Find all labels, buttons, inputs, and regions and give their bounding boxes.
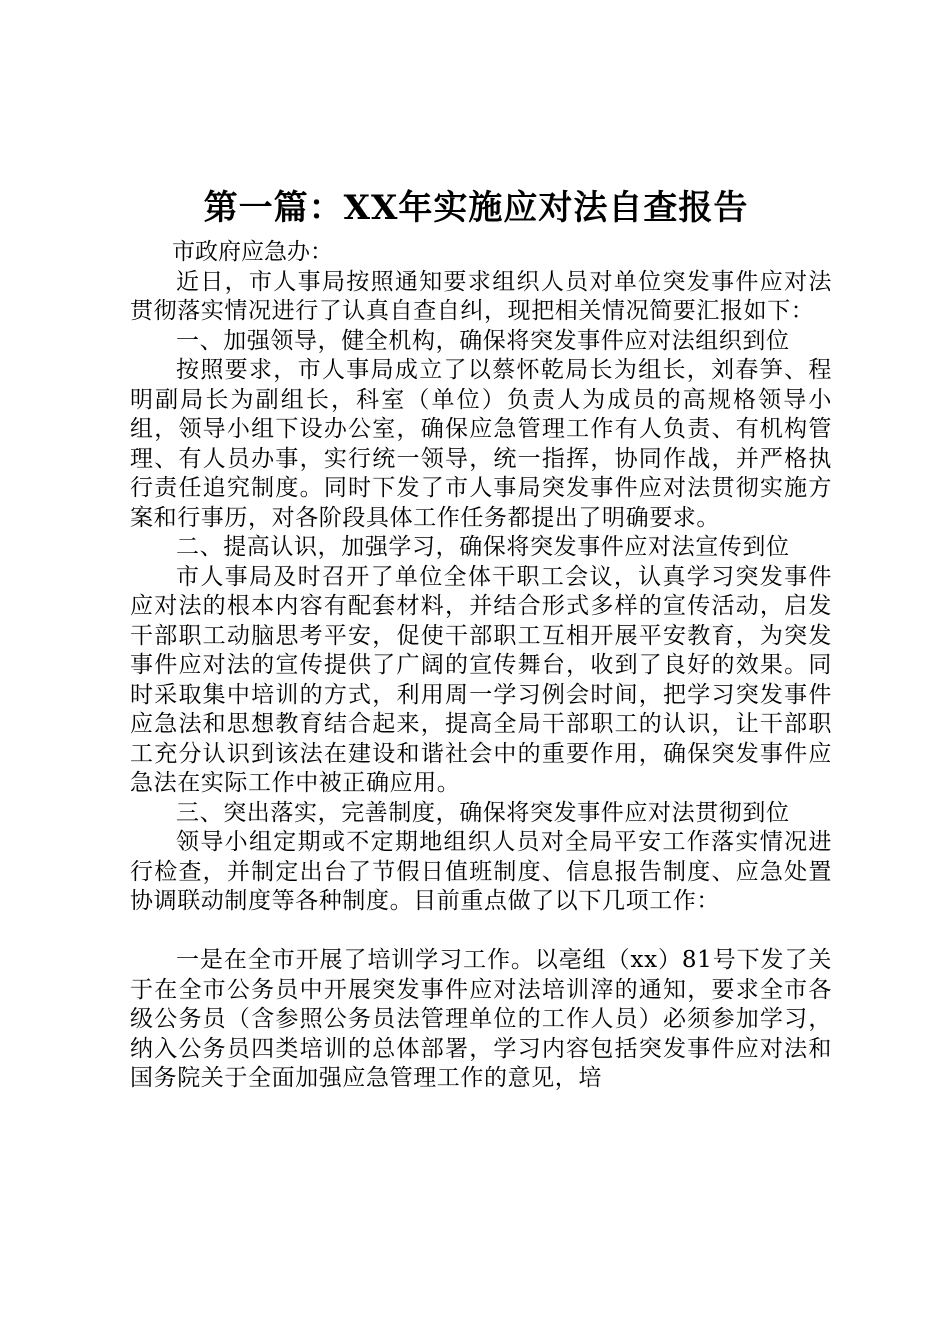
paragraph-spacer — [130, 917, 832, 947]
section-2-body: 市人事局及时召开了单位全体干职工会议，认真学习突发事件应对法的根本内容有配套材料，并结合形式多样的宣传活动，启发干部职工动脑思考平安，促使干部职工互相开展平安教育，为突发事件应对法的宣传提供了广阔的宣传舞台，收到了良好的效果。同时采取集中培训的方式，利用周一学习例会时间，把学习突发事件应急法和思想教育结合起来，提高全局干部职工的认识，让干部职工充分认识到该法在建设和谐社会中的重要作用，确保突发事件应急法在实际工作中被正确应用。 — [130, 563, 832, 796]
section-1-heading: 一、加强领导，健全机构，确保将突发事件应对法组织到位 — [176, 327, 790, 354]
salutation: 市政府应急办： — [172, 239, 333, 265]
section-3-body: 领导小组定期或不定期地组织人员对全局平安工作落实情况进行检查，并制定出台了节假日值班制度、信息报告制度、应急处置协调联动制度等各种制度。目前重点做了以下几项工作： — [130, 829, 832, 914]
section-3-heading: 三、突出落实，完善制度，确保将突发事件应对法贯彻到位 — [176, 799, 790, 826]
section-1-body: 按照要求，市人事局成立了以蔡怀乾局长为组长，刘春笋、程明副局长为副组长，科室（单位）负责人为成员的高规格领导小组，领导小组下设办公室，确保应急管理工作有人负责、有机构管理、有人员办事，实行统一领导，统一指挥，协同作战，并严格执行责任追究制度。同时下发了市人事局突发事件应对法贯彻实施方案和行事历，对各阶段具体工作任务都提出了明确要求。 — [130, 357, 832, 531]
section-2-heading: 二、提高认识，加强学习，确保将突发事件应对法宣传到位 — [176, 534, 790, 560]
intro-paragraph: 近日，市人事局按照通知要求组织人员对单位突发事件应对法贯彻落实情况进行了认真自查自纠，现把相关情况简要汇报如下： — [130, 268, 832, 324]
item-one-paragraph: 一是在全市开展了培训学习工作。以亳组（xx）81号下发了关于在全市公务员中开展突发事件应对法培训滓的通知，要求全市各级公务员（含参照公务员法管理单位的工作人员）必须参加学习，纳入公务员四类培训的总体部署，学习内容包括突发事件应对法和国务院关于全面加强应急管理工作的意见，培 — [130, 947, 832, 1091]
document-title: 第一篇：XX年实施应对法自查报告 — [203, 188, 749, 228]
document-body — [130, 186, 832, 1094]
